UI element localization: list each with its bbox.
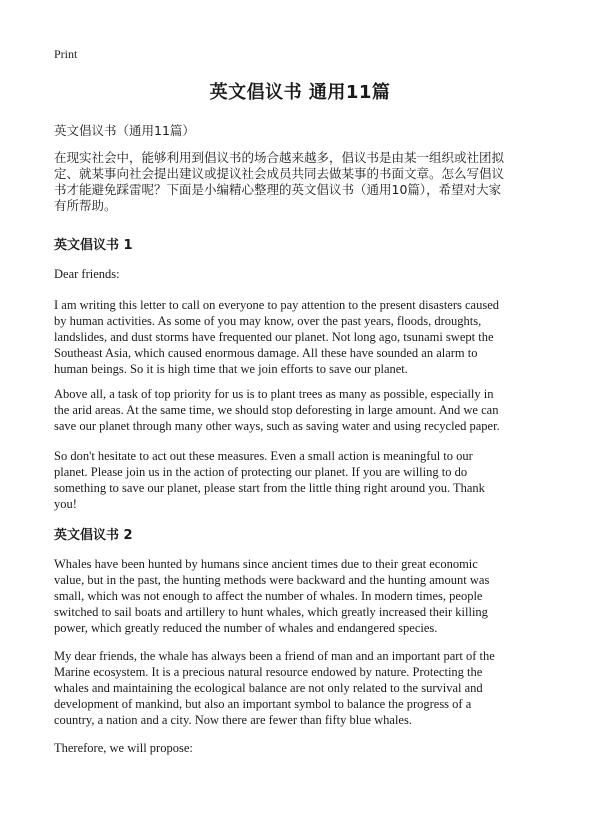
paragraph-line: you! (54, 497, 77, 511)
intro-line: 有所帮助。 (54, 198, 117, 213)
paragraph-line: My dear friends, the whale has always been a friend of man and an important part of the (54, 649, 495, 663)
section2-closing (54, 740, 546, 756)
page-title: 英文倡议书 通用11篇 (209, 82, 391, 103)
paragraph-line: Therefore, we will propose: (54, 741, 193, 755)
section1-paragraph-1 (54, 297, 546, 377)
intro-line: 在现实社会中，能够利用到倡议书的场合越来越多，倡议书是由某一组织或社团拟 (54, 150, 505, 165)
paragraph-line: by human activities. As some of you may know, over the past years, floods, droughts, (54, 314, 482, 328)
section-heading-2: 英文倡议书 2 (54, 528, 133, 543)
section1-paragraph-2 (54, 386, 546, 434)
paragraph-line: I am writing this letter to call on everyone to pay attention to the present disasters caused (54, 298, 500, 312)
print-link[interactable]: Print (54, 47, 78, 61)
paragraph-line: landslides, and dust storms have frequented our planet. Not long ago, tsunami swept the (54, 330, 494, 344)
paragraph-line: Whales have been hunted by humans since ancient times due to their great economic (54, 557, 478, 571)
paragraph-line: whales and maintaining the ecological balance are not only related to the survival and (54, 681, 483, 695)
paragraph-line: value, but in the past, the hunting methods were backward and the hunting amount was (54, 573, 490, 587)
paragraph-line: power, which greatly reduced the number of whales and endangered species. (54, 621, 438, 635)
paragraph-line: small, which was not enough to affect the number of whales. In modern times, people (54, 589, 483, 603)
paragraph-line: Above all, a task of top priority for us is to plant trees as many as possible, especially in (54, 387, 494, 401)
section2-paragraph-1 (54, 556, 546, 636)
paragraph-line: something to save our planet, please start from the little thing right around you. Thank (54, 481, 485, 495)
section1-paragraph-3 (54, 448, 546, 512)
intro-line: 定、就某事向社会提出建议或提议社会成员共同去做某事的书面文章。怎么写倡议 (54, 166, 505, 181)
paragraph-line: human beings. So it is high time that we join efforts to save our planet. (54, 362, 408, 376)
paragraph-line: Southeast Asia, which caused enormous damage. All these have sounded an alarm to (54, 346, 478, 360)
greeting-line: Dear friends: (54, 267, 120, 281)
paragraph-line: development of mankind, but also an important symbol to balance the progress of a (54, 697, 472, 711)
section-heading-1: 英文倡议书 1 (54, 238, 133, 253)
paragraph-line: switched to sail boats and artillery to hunt whales, which greatly increased their killing (54, 605, 488, 619)
intro-line: 书才能避免踩雷呢？下面是小编精心整理的英文倡议书（通用10篇），希望对大家 (54, 182, 502, 197)
paragraph-line: planet. Please join us in the action of protecting our planet. If you are willing to do (54, 465, 468, 479)
paragraph-line: country, a nation and a city. Now there are fewer than fifty blue whales. (54, 713, 412, 727)
paragraph-line: So don't hesitate to act out these measures. Even a small action is meaningful to our (54, 449, 473, 463)
paragraph-line: save our planet through many other ways, such as saving water and using recycled paper. (54, 419, 500, 433)
section2-paragraph-2 (54, 648, 546, 728)
greeting (54, 266, 546, 282)
paragraph-line: the arid areas. At the same time, we should stop deforesting in large amount. And we can (54, 403, 499, 417)
document-subtitle: 英文倡议书（通用11篇） (54, 123, 195, 138)
intro-paragraph (54, 150, 546, 214)
paragraph-line: Marine ecosystem. It is a precious natural resource endowed by nature. Protecting the (54, 665, 483, 679)
